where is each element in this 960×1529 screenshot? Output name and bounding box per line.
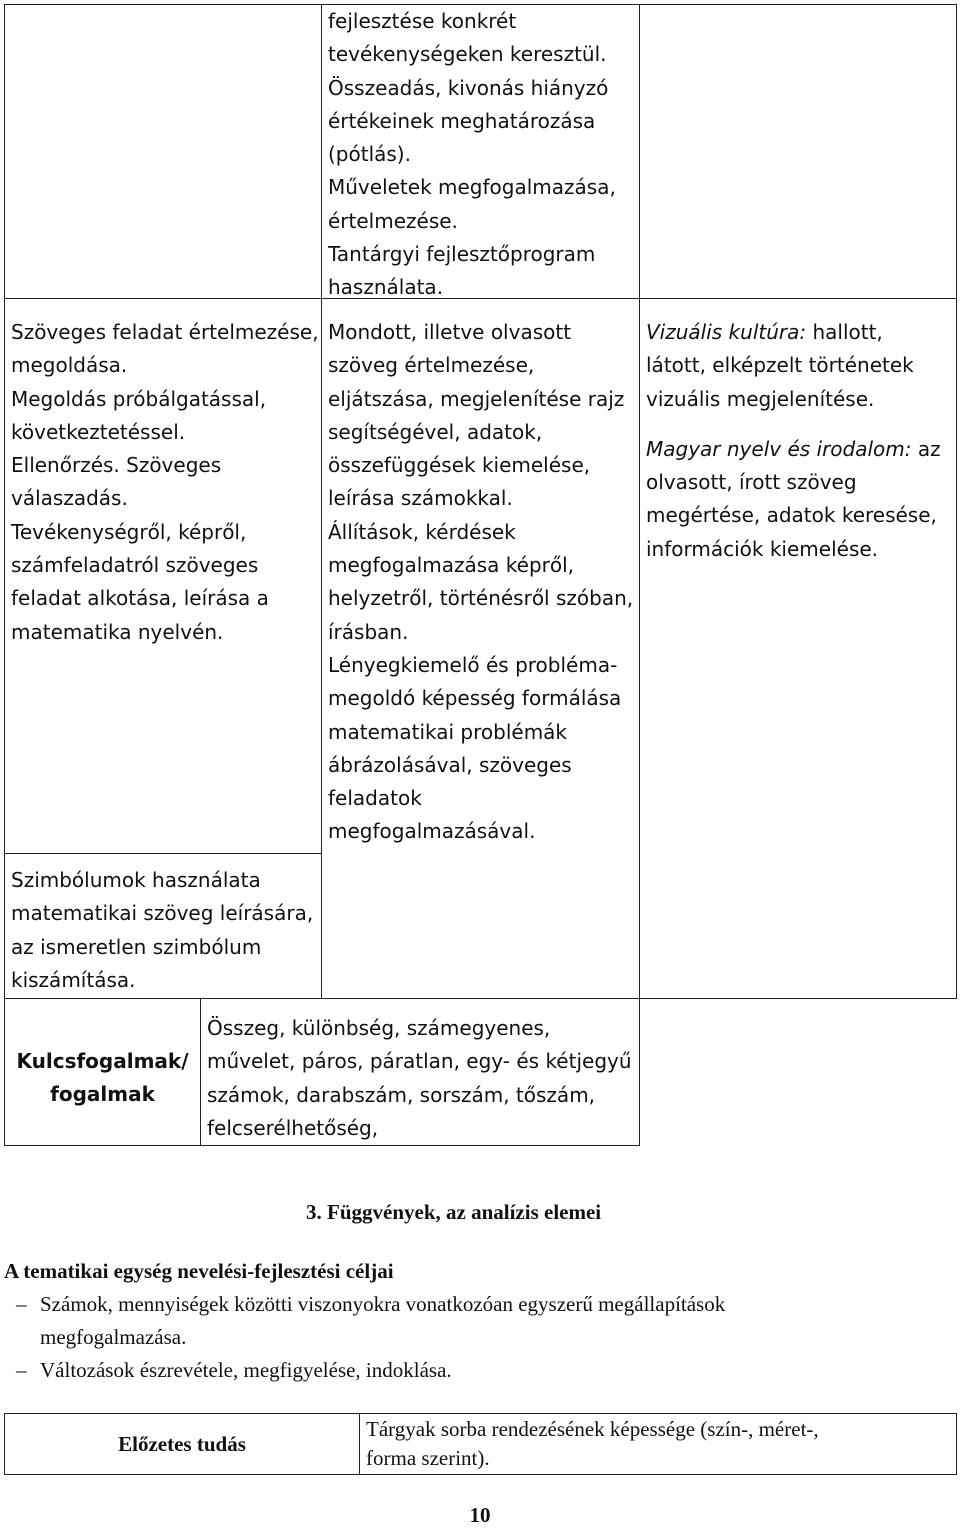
- row3-col1-text: [11, 864, 313, 997]
- text-line: írásban.: [328, 619, 409, 644]
- text-line: megfogalmazása képről,: [328, 553, 575, 578]
- text-line: Állítások, kérdések: [328, 519, 516, 544]
- bullet-dash: –: [16, 1292, 27, 1316]
- table1-row4-label: [4, 998, 201, 1146]
- text-line: Tárgyak sorba rendezésének képessége (szín-, méret-,: [366, 1417, 819, 1441]
- text-line: vizuális megjelenítése.: [646, 386, 875, 411]
- text-line: értelmezése.: [328, 208, 458, 233]
- text-line: megoldása.: [11, 353, 128, 378]
- integration-visual-culture: [646, 316, 941, 349]
- text-span: az: [911, 436, 941, 461]
- key-concepts-content: [207, 1012, 632, 1145]
- table1-row1-col2: [321, 4, 640, 299]
- text-line: megértése, adatok keresése,: [646, 503, 937, 528]
- integration-hungarian: [646, 433, 941, 466]
- text-line: megoldó képesség formálása: [328, 686, 622, 711]
- text-line: Lényegkiemelő és probléma-: [328, 652, 618, 677]
- key-concepts-label: [5, 1045, 200, 1112]
- text-line: tevékenységeken keresztül.: [328, 42, 607, 67]
- table1-row4-content: [200, 998, 640, 1146]
- goals-list: [4, 1288, 944, 1387]
- text-line: összefüggések kiemelése,: [328, 453, 591, 478]
- list-item-text: Változások észrevétele, megfigyelése, indoklása.: [40, 1358, 452, 1382]
- row2-col2-text: [328, 316, 633, 849]
- row2-col3-text: [646, 316, 941, 566]
- table1-row3-col1: [4, 853, 322, 999]
- text-line: következtetéssel.: [11, 419, 186, 444]
- row1-col2-text: [328, 5, 616, 305]
- text-line: Tevékenységről, képről,: [11, 519, 247, 544]
- text-line: matematikai problémák: [328, 719, 568, 744]
- table2-label-cell: [4, 1413, 360, 1475]
- text-line: Szimbólumok használata: [11, 868, 261, 892]
- text-line: feladatok: [328, 786, 422, 811]
- table1-row2-col1: [4, 298, 322, 854]
- list-item: [4, 1354, 944, 1387]
- text-line: matematikai szöveg leírására,: [11, 901, 314, 926]
- page-number: 10: [469, 1503, 491, 1527]
- text-line: Műveletek megfogalmazása,: [328, 175, 616, 200]
- text-line: Megoldás próbálgatással,: [11, 386, 267, 411]
- text-line: megfogalmazásával.: [328, 819, 536, 844]
- text-line: információk kiemelése.: [646, 536, 879, 561]
- subject-name: Vizuális kultúra:: [646, 320, 807, 344]
- text-span: hallott,: [806, 320, 883, 344]
- subject-name: Magyar nyelv és irodalom:: [646, 436, 912, 461]
- bullet-dash: –: [16, 1358, 27, 1382]
- text-line: Tantárgyi fejlesztőprogram: [328, 242, 596, 267]
- text-line: látott, elképzelt történetek: [646, 353, 914, 378]
- text-line: művelet, páros, páratlan, egy- és kétjegyű: [207, 1049, 632, 1074]
- text-line: felcserélhetőség,: [207, 1115, 379, 1140]
- text-line: szöveg értelmezése,: [328, 353, 535, 378]
- list-item: [4, 1288, 944, 1321]
- text-line: Szöveges feladat értelmezése,: [11, 320, 319, 344]
- text-line: leírása számokkal.: [328, 486, 513, 511]
- text-line: az ismeretlen szimbólum: [11, 934, 262, 959]
- row2-col1-text: [11, 316, 319, 649]
- text-line: matematika nyelvén.: [11, 619, 224, 644]
- text-line: Kulcsfogalmak/: [16, 1049, 189, 1073]
- text-line: fejlesztése konkrét: [328, 9, 517, 33]
- section-title: 3. Függvények, az analízis elemei: [306, 1200, 602, 1224]
- prior-knowledge-label: Előzetes tudás: [118, 1432, 246, 1456]
- table2-content-cell: [359, 1413, 957, 1475]
- text-line: Mondott, illetve olvasott: [328, 320, 572, 344]
- text-line: számfeladatról szöveges: [11, 553, 259, 578]
- text-line: forma szerint).: [366, 1446, 490, 1470]
- text-line: helyzetről, történésről szóban,: [328, 586, 634, 611]
- table1-row2-col2: [321, 298, 640, 999]
- text-line: segítségével, adatok,: [328, 419, 543, 444]
- text-line: (pótlás).: [328, 142, 411, 167]
- table1-row1-col1: [4, 4, 322, 299]
- table1-row1-col3: [639, 4, 957, 299]
- text-line: használata.: [328, 275, 444, 300]
- table1-row2-col3: [639, 298, 957, 999]
- text-line: fogalmak: [50, 1082, 155, 1107]
- prior-knowledge-content: [366, 1415, 819, 1473]
- text-line: kiszámítása.: [11, 967, 136, 992]
- text-line: feladat alkotása, leírása a: [11, 586, 269, 611]
- text-line: értékeinek meghatározása: [328, 108, 596, 133]
- text-line: Összeg, különbség, számegyenes,: [207, 1016, 551, 1040]
- text-line: Ellenőrzés. Szöveges: [11, 453, 222, 478]
- list-item-text: Számok, mennyiségek közötti viszonyokra vonatkozóan egyszerű megállapítások: [40, 1292, 726, 1316]
- text-line: eljátszása, megjelenítése rajz: [328, 386, 625, 411]
- goals-heading: A tematikai egység nevelési-fejlesztési céljai: [4, 1259, 394, 1283]
- text-line: olvasott, írott szöveg: [646, 470, 857, 495]
- list-item-text: megfogalmazása.: [40, 1325, 187, 1349]
- text-line: számok, darabszám, sorszám, tőszám,: [207, 1082, 596, 1107]
- text-line: válaszadás.: [11, 486, 128, 511]
- text-line: Összeadás, kivonás hiányzó: [328, 75, 609, 100]
- text-line: ábrázolásával, szöveges: [328, 752, 572, 777]
- list-item-continuation: [4, 1321, 944, 1354]
